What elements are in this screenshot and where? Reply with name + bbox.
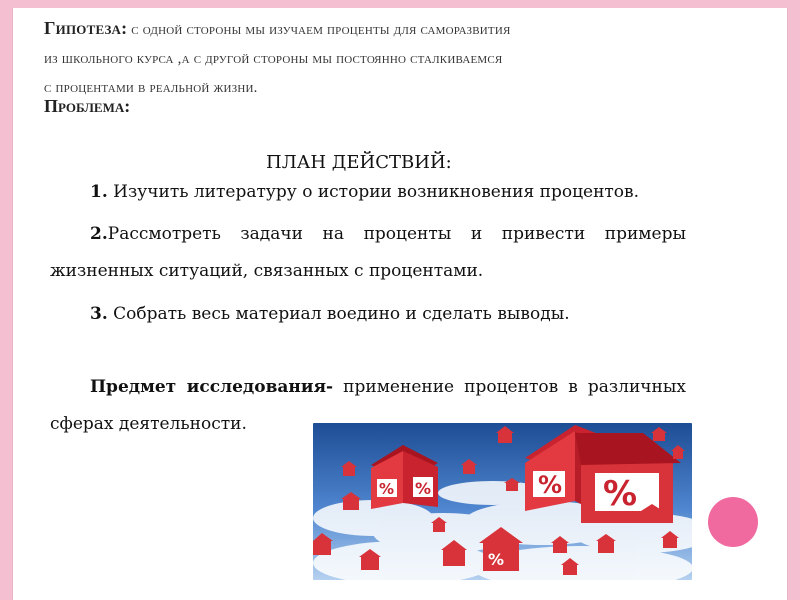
plan-item-1 (50, 179, 686, 206)
svg-text:%: % (603, 474, 638, 514)
research-subject-text-line-2: сферах деятельности. (50, 414, 247, 434)
hypothesis-line-3: с процентами в реальной жизни. (44, 80, 258, 96)
plan-item-2 (50, 221, 686, 285)
houses-with-percent-signs-in-sky-image (313, 423, 692, 580)
plan-item-3-text: Собрать весь материал воедино и сделать выводы. (107, 304, 570, 324)
plan-title: ПЛАН ДЕЙСТВИЙ: (266, 152, 452, 173)
hypothesis-label: Гипотеза: (44, 18, 128, 38)
hypothesis-line-2: из школьного курса ,а с другой стороны мы постоянно сталкиваемся (44, 51, 503, 67)
plan-item-1-number: 1. (90, 182, 108, 202)
research-subject-text-line-1: применение процентов в различных (333, 377, 686, 397)
plan-item-3-number: 3. (90, 304, 108, 324)
problem-label: Проблема: (44, 96, 131, 116)
plan-item-2-number: 2. (90, 224, 108, 244)
svg-text:%: % (379, 480, 395, 498)
svg-text:%: % (488, 550, 505, 569)
plan-item-1-text: Изучить литературу о истории возникновения процентов. (107, 182, 640, 202)
hypothesis-block (44, 14, 724, 103)
decorative-pink-circle (708, 497, 758, 547)
plan-item-2-text-line-1: Рассмотреть задачи на проценты и привести примеры (107, 224, 686, 244)
svg-text:%: % (538, 471, 563, 499)
research-subject-label: Предмет исследования- (90, 377, 334, 397)
plan-item-2-text-line-2: жизненных ситуаций, связанных с процентами. (50, 261, 484, 281)
svg-text:%: % (415, 479, 432, 498)
plan-item-3 (50, 301, 686, 328)
hypothesis-line-1: с одной стороны мы изучаем проценты для саморазвития (131, 22, 511, 38)
